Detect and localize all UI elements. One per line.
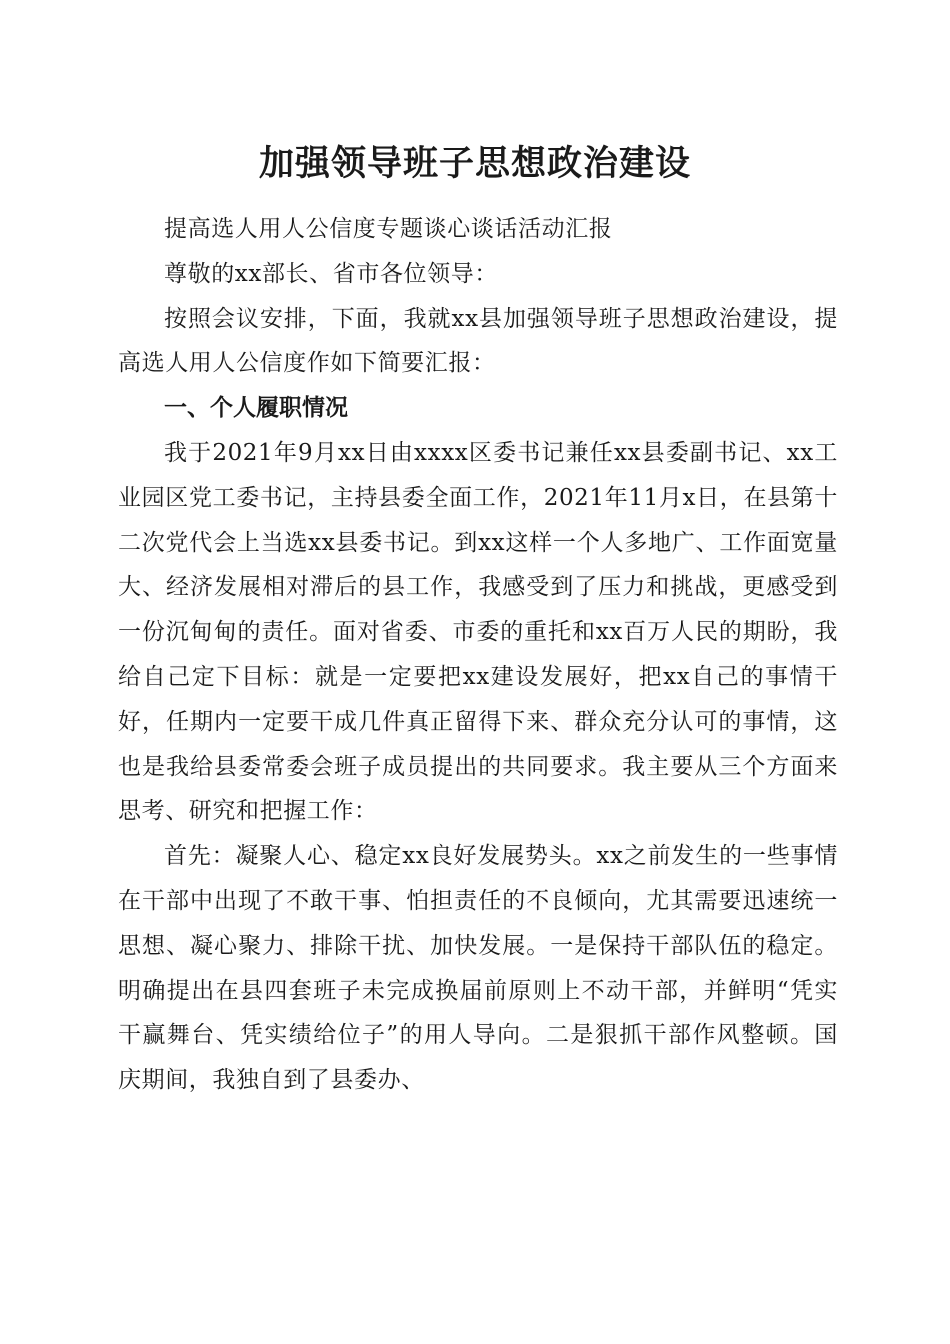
document-title: 加强领导班子思想政治建设 <box>258 143 691 184</box>
body-paragraph-1: 我于2021年9月xx日由xxxx区委书记兼任xx县委副书记、xx工业园区党工委书记，主持县委全面工作，2021年11月x日，在县第十二次党代会上当选xx县委书记。到xx这样一个人多地广、工作面宽量大、经济发展相对滞后的县工作，我感受到了压力和挑战，更感受到一份沉甸甸的责任。面对省委、市委的重托和xx百万人民的期盼，我给自己定下目标：就是一定要把xx建设发展好，把xx自己的事情干好，任期内一定要干成几件真正留得下来、群众充分认可的事情，这也是我给县委常委会班子成员提出的共同要求。我主要从三个方面来思考、研究和把握工作： <box>118 439 838 825</box>
subtitle-paragraph: 提高选人用人公信度专题谈心谈话活动汇报 <box>164 216 613 242</box>
body-paragraph-2: 首先：凝聚人心、稳定xx良好发展势头。xx之前发生的一些事情在干部中出现了不敢干事、怕担责任的不良倾向，尤其需要迅速统一思想、凝心聚力、排除干扰、加快发展。一是保持干部队伍的稳定。明确提出在县四套班子未完成换届前原则上不动干部，并鲜明“凭实干赢舞台、凭实绩给位子”的用人导向。二是狠抓干部作风整顿。国庆期间，我独自到了县委办、 <box>118 843 838 1094</box>
section-heading: 一、个人履职情况 <box>164 395 348 422</box>
document-body <box>118 207 838 1103</box>
intro-paragraph: 按照会议安排，下面，我就xx县加强领导班子思想政治建设，提高选人用人公信度作如下简要汇报： <box>118 305 838 377</box>
salutation-paragraph: 尊敬的xx部长、省市各位领导： <box>164 260 498 287</box>
